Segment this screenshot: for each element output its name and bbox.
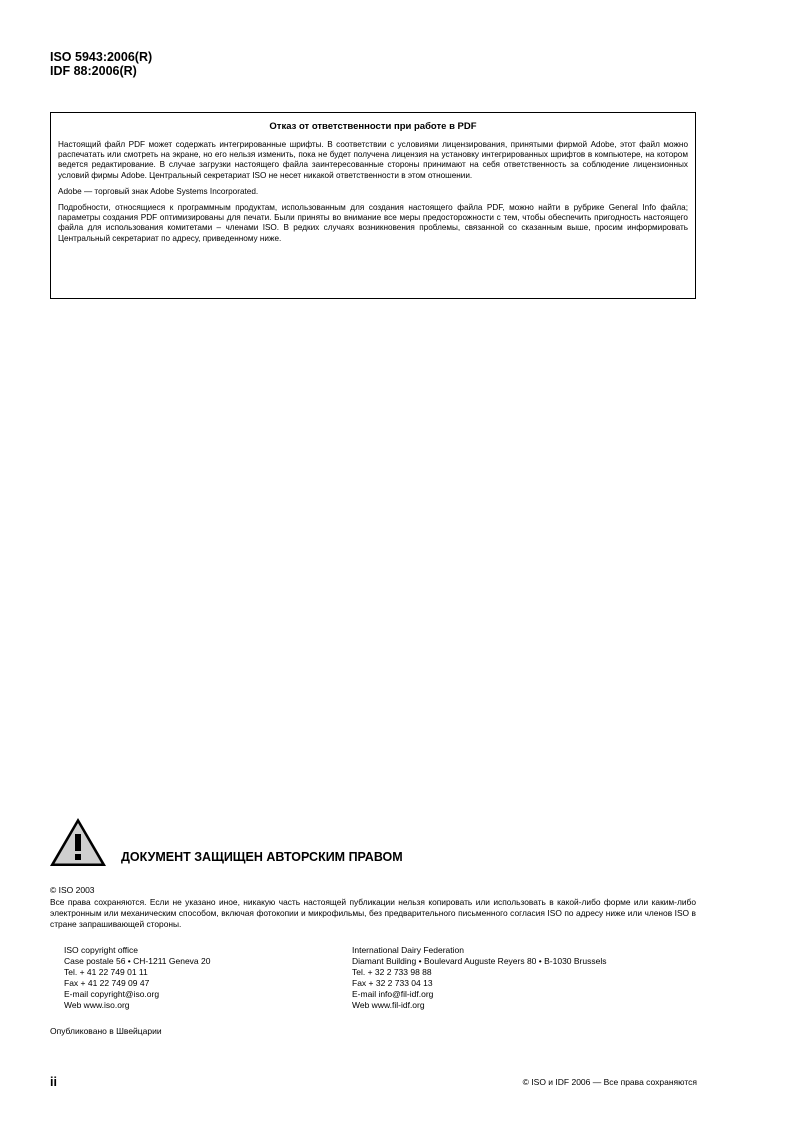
- iso-office-address: [64, 945, 210, 1011]
- published-in: Опубликовано в Швейцарии: [50, 1026, 162, 1036]
- idf-office-postal: Diamant Building • Boulevard Auguste Reyers 80 • B-1030 Brussels: [352, 956, 607, 966]
- copyright-title: ДОКУМЕНТ ЗАЩИЩЕН АВТОРСКИМ ПРАВОМ: [121, 850, 403, 864]
- idf-office-address: [352, 945, 606, 1011]
- iso-code: ISO 5943:2006(R): [50, 50, 153, 64]
- copyright-text: Все права сохраняются. Если не указано иное, никакую часть настоящей публикации нельзя копировать или использовать в какой-либо форме или каким-либо электронным или механическим способом, включая фотокопии и микрофильмы, без предварительного письменного согласия ISO по адресу ниже или членов ISO в стране запрашивающей стороны.: [50, 897, 696, 929]
- iso-office-tel: Tel. + 41 22 749 01 11: [64, 967, 148, 977]
- iso-office-email: E-mail copyright@iso.org: [64, 989, 160, 999]
- disclaimer-title: Отказ от ответственности при работе в PDF: [269, 121, 477, 132]
- disclaimer-paragraph: Adobe — торговый знак Adobe Systems Incorporated.: [58, 186, 259, 196]
- copyright-year: © ISO 2003: [50, 885, 95, 895]
- idf-office-fax: Fax + 32 2 733 04 13: [352, 978, 433, 988]
- iso-office-postal: Case postale 56 • CH-1211 Geneva 20: [64, 956, 211, 966]
- iso-office-web: Web www.iso.org: [64, 1000, 130, 1010]
- iso-office-name: ISO copyright office: [64, 945, 139, 955]
- iso-office-fax: Fax + 41 22 749 09 47: [64, 978, 150, 988]
- footer-copyright: © ISO и IDF 2006 — Все права сохраняются: [522, 1077, 697, 1087]
- idf-office-web: Web www.fil-idf.org: [352, 1000, 425, 1010]
- idf-code: IDF 88:2006(R): [50, 64, 137, 78]
- pdf-disclaimer-box: [50, 112, 696, 299]
- idf-office-tel: Tel. + 32 2 733 98 88: [352, 967, 432, 977]
- page-number: ii: [50, 1075, 57, 1089]
- document-code: [50, 50, 152, 78]
- disclaimer-paragraph: Подробности, относящиеся к программным продуктам, использованным для создания настоящего файла PDF, можно найти в рубрике General Info файла; параметры создания PDF оптимизированы для печати. Были приняты во внимание все меры предосторожности с тем, чтобы обеспечить пригодность настоящего файла для использования комитетами – членами ISO. В редких случаях возникновения проблемы, связанной со сказанным выше, просим информировать Центральный секретариат по адресу, приведенному ниже.: [58, 203, 688, 243]
- idf-office-email: E-mail info@fil-idf.org: [352, 989, 434, 999]
- idf-office-name: International Dairy Federation: [352, 945, 464, 955]
- disclaimer-paragraph: Настоящий файл PDF может содержать интегрированные шрифты. В соответствии с условиями лицензирования, принятыми фирмой Adobe, этот файл можно распечатать или смотреть на экране, но его нельзя изменить, пока не будет получена лицензия на установку интегрированных шрифтов в компьютере, на котором ведется редактирование. В случае загрузки настоящего файла заинтересованные стороны принимают на себя ответственность за соблюдение лицензионных условий фирмы Adobe. Центральный секретариат ISO не несет никакой ответственности в этом отношении.: [58, 140, 688, 180]
- warning-triangle-icon: [48, 816, 108, 868]
